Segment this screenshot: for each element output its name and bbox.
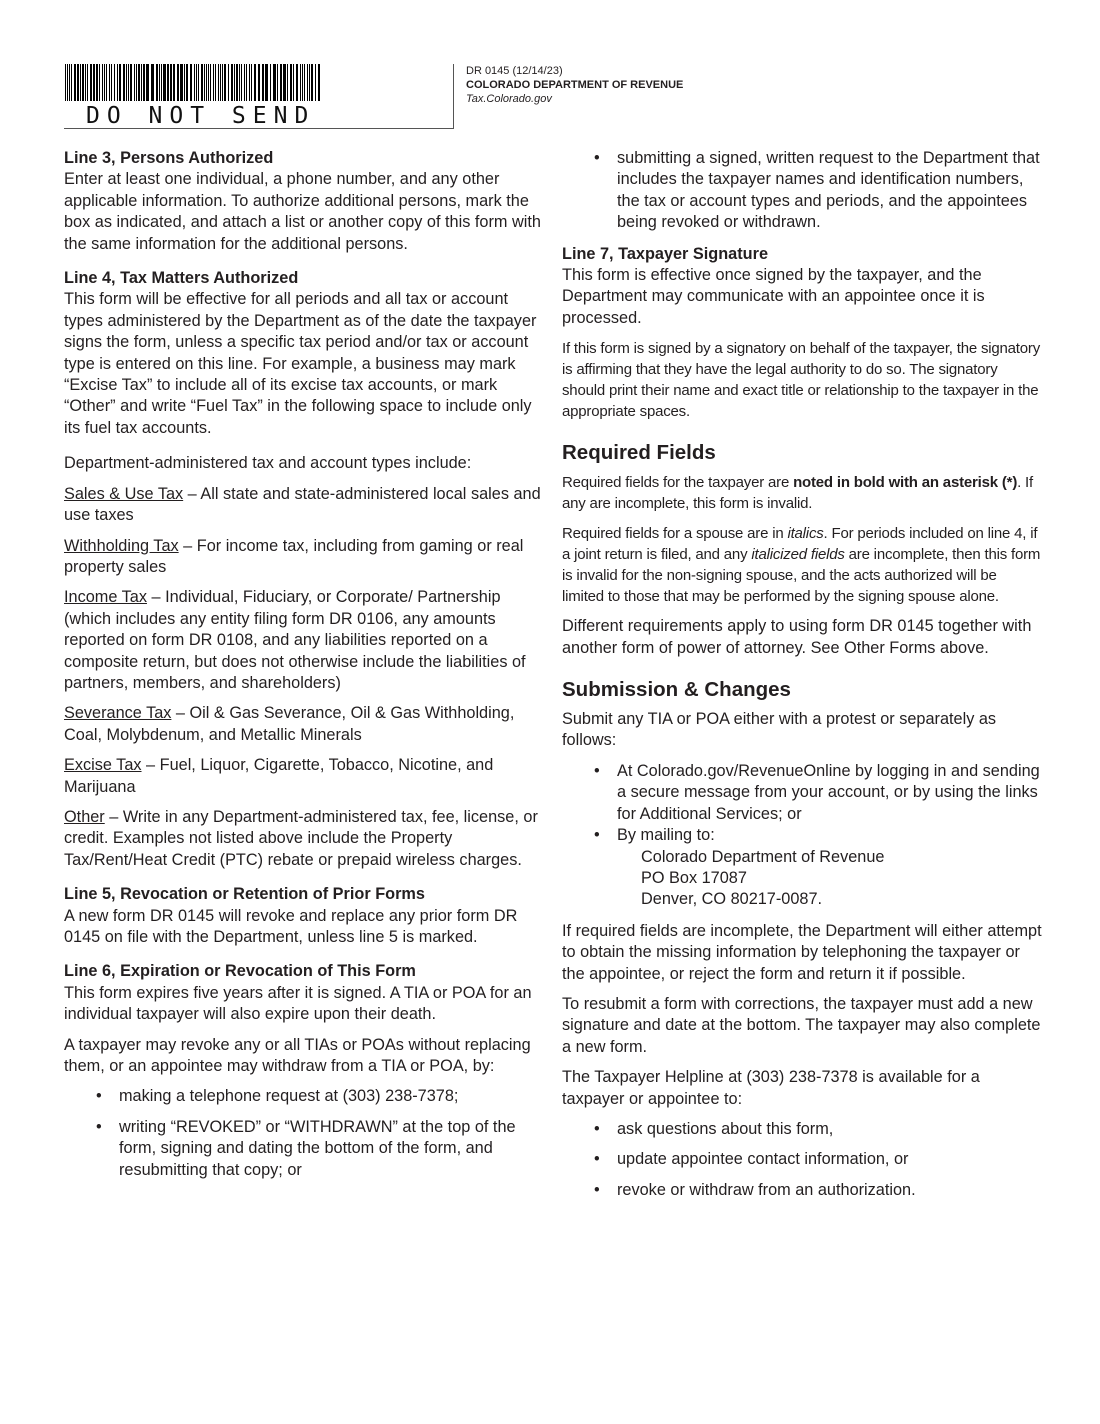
- submission-heading: Submission & Changes: [562, 678, 791, 702]
- form-header: [466, 64, 683, 106]
- barcode-image: [65, 64, 321, 101]
- tax-type-name: Sales & Use Tax: [64, 484, 184, 503]
- section-line4: [64, 268, 542, 871]
- form-id: DR 0145 (12/14/23): [466, 65, 563, 77]
- tax-type-item: [64, 703, 542, 746]
- section-line7: [562, 244, 1042, 423]
- address-line: Denver, CO 80217-0087.: [641, 890, 823, 909]
- do-not-send-label: DO NOT SEND: [86, 103, 316, 129]
- section-title: Line 5, Revocation or Retention of Prior Forms: [64, 885, 425, 904]
- revocation-methods-list-continued: [562, 148, 1042, 234]
- tax-type-item: [64, 484, 542, 527]
- mailing-address: [617, 847, 1042, 911]
- list-item: • At Colorado.gov/RevenueOnline by logging in and sending a secure message from your account, or by using the links for Additional Services; or: [562, 761, 1042, 825]
- section-body: A taxpayer may revoke any or all TIAs or POAs without replacing them, or an appointee may withdraw from a TIA or POA, by:: [64, 1035, 531, 1076]
- required-fields-paragraph: [562, 472, 1042, 514]
- tax-type-name: Excise Tax: [64, 756, 142, 775]
- section-body: If this form is signed by a signatory on behalf of the taxpayer, the signatory is affirming that they have the legal authority to do so. The signatory should print their name and exact title or relationship to the taxpayer in the appropriate spaces.: [562, 340, 1041, 421]
- section-body: This form expires five years after it is signed. A TIA or POA for an individual taxpayer will also expire upon their death.: [64, 983, 532, 1024]
- list-item: • writing “REVOKED” or “WITHDRAWN” at the top of the form, signing and dating the bottom of the form, and resubmitting that copy; or: [64, 1117, 542, 1181]
- right-column: [562, 148, 1042, 1210]
- revocation-methods-list: [64, 1086, 542, 1181]
- section-body: This form will be effective for all periods and all tax or account types administered by the Department as of the date the taxpayer signs the form, unless a specific tax period and/or tax or account type is entered on this line. For example, a business may mark “Excise Tax” to include all of its excise tax accounts, or mark “Other” and write “Fuel Tax” in the following space to include only its fuel tax accounts.: [64, 290, 537, 437]
- tax-type-item: [64, 587, 542, 694]
- list-item: • ask questions about this form,: [562, 1119, 1042, 1140]
- other-forms-paragraph: Different requirements apply to using form DR 0145 together with another form of power of attorney. See Other Forms above.: [562, 617, 1032, 657]
- helpline-paragraph: The Taxpayer Helpline at (303) 238-7378 is available for a taxpayer or appointee to:: [562, 1068, 980, 1108]
- submission-intro: Submit any TIA or POA either with a protest or separately as follows:: [562, 710, 997, 750]
- section-line6: [64, 961, 542, 1181]
- tax-type-name: Withholding Tax: [64, 536, 179, 555]
- tax-type-name: Severance Tax: [64, 704, 172, 723]
- mailing-label: By mailing to:: [617, 826, 715, 845]
- list-item: • revoke or withdraw from an authorization.: [562, 1180, 1042, 1201]
- required-fields-heading: Required Fields: [562, 441, 716, 465]
- tax-type-desc: – Fuel, Liquor, Cigarette, Tobacco, Nicotine, and Marijuana: [64, 756, 494, 796]
- incomplete-fields-paragraph: If required fields are incomplete, the Department will either attempt to obtain the missing information by telephoning the taxpayer or the appointee, or reject the form and return it if possible.: [562, 921, 1042, 983]
- section-line5: [64, 884, 542, 948]
- section-title: Line 7, Taxpayer Signature: [562, 244, 768, 263]
- section-body: Enter at least one individual, a phone number, and any other applicable information. To authorize additional persons, mark the box as indicated, and attach a list or another copy of this form with the same information for the additional persons.: [64, 170, 541, 253]
- tax-type-desc: – Oil & Gas Severance, Oil & Gas Withholding, Coal, Molybdenum, and Metallic Minerals: [64, 704, 515, 744]
- tax-type-item: [64, 755, 542, 798]
- section-title: Line 3, Persons Authorized: [64, 149, 274, 167]
- list-item: • update appointee contact information, or: [562, 1149, 1042, 1170]
- department-name: COLORADO DEPARTMENT OF REVENUE: [466, 79, 684, 91]
- left-column: [64, 148, 542, 1190]
- list-item: [562, 825, 1042, 911]
- section-title: Line 6, Expiration or Revocation of This Form: [64, 962, 416, 981]
- text-run: are incomplete, then this form is invalid for the non-signing spouse, and the acts authorized will be limited to those that may be performed by the signing spouse alone.: [562, 546, 1041, 606]
- submission-methods-list: [562, 761, 1042, 911]
- list-item: • submitting a signed, written request to the Department that includes the taxpayer names and identification numbers, the tax or account types and periods, and the appointees being revoked or withdrawn.: [562, 148, 1042, 234]
- address-line: Colorado Department of Revenue: [641, 847, 885, 866]
- tax-type-name: Income Tax: [64, 588, 147, 607]
- text-run: . For periods included on line 4, if a joint return is filed, and any: [562, 525, 1038, 564]
- tax-type-desc: – Individual, Fiduciary, or Corporate/ Partnership (which includes any entity filing form DR 0106, any amounts reported on form DR 0108, and any liabilities reported on a composite return, but does not otherwise include the liabilities of partners, members, and shareholders): [64, 588, 526, 692]
- tax-type-desc: – For income tax, including from gaming or real property sales: [64, 536, 524, 576]
- list-item: • making a telephone request at (303) 238-7378;: [64, 1086, 542, 1107]
- text-run: Required fields for the taxpayer are: [562, 474, 794, 492]
- italic-text: italics: [787, 525, 824, 543]
- resubmit-paragraph: To resubmit a form with corrections, the taxpayer must add a new signature and date at the bottom. The taxpayer may also complete a new form.: [562, 994, 1041, 1056]
- department-website: Tax.Colorado.gov: [466, 93, 552, 105]
- tax-type-desc: – All state and state-administered local sales and use taxes: [64, 484, 541, 525]
- tax-type-item: [64, 807, 542, 871]
- address-line: PO Box 17087: [641, 868, 747, 887]
- spouse-fields-paragraph: [562, 523, 1042, 607]
- section-line3: [64, 148, 542, 255]
- helpline-uses-list: [562, 1119, 1042, 1201]
- tax-type-item: [64, 536, 542, 579]
- section-body: This form is effective once signed by the taxpayer, and the Department may communicate with an appointee once it is processed.: [562, 266, 985, 327]
- italic-text: italicized fields: [751, 546, 845, 564]
- section-body: A new form DR 0145 will revoke and replace any prior form DR 0145 on file with the Department, unless line 5 is marked.: [64, 906, 518, 946]
- section-title: Line 4, Tax Matters Authorized: [64, 269, 299, 288]
- text-run: . If any are incomplete, this form is invalid.: [562, 474, 1033, 513]
- tax-types-intro: Department-administered tax and account types include:: [64, 454, 472, 473]
- barcode-block: [64, 64, 454, 129]
- text-run: Required fields for a spouse are in: [562, 525, 788, 543]
- tax-type-name: Other: [64, 807, 105, 826]
- bold-text: noted in bold with an asterisk (*): [793, 474, 1018, 492]
- tax-type-desc: – Write in any Department-administered tax, fee, license, or credit. Examples not listed above include the Property Tax/Rent/Heat Credit (PTC) rebate or prepaid wireless charges.: [64, 807, 538, 869]
